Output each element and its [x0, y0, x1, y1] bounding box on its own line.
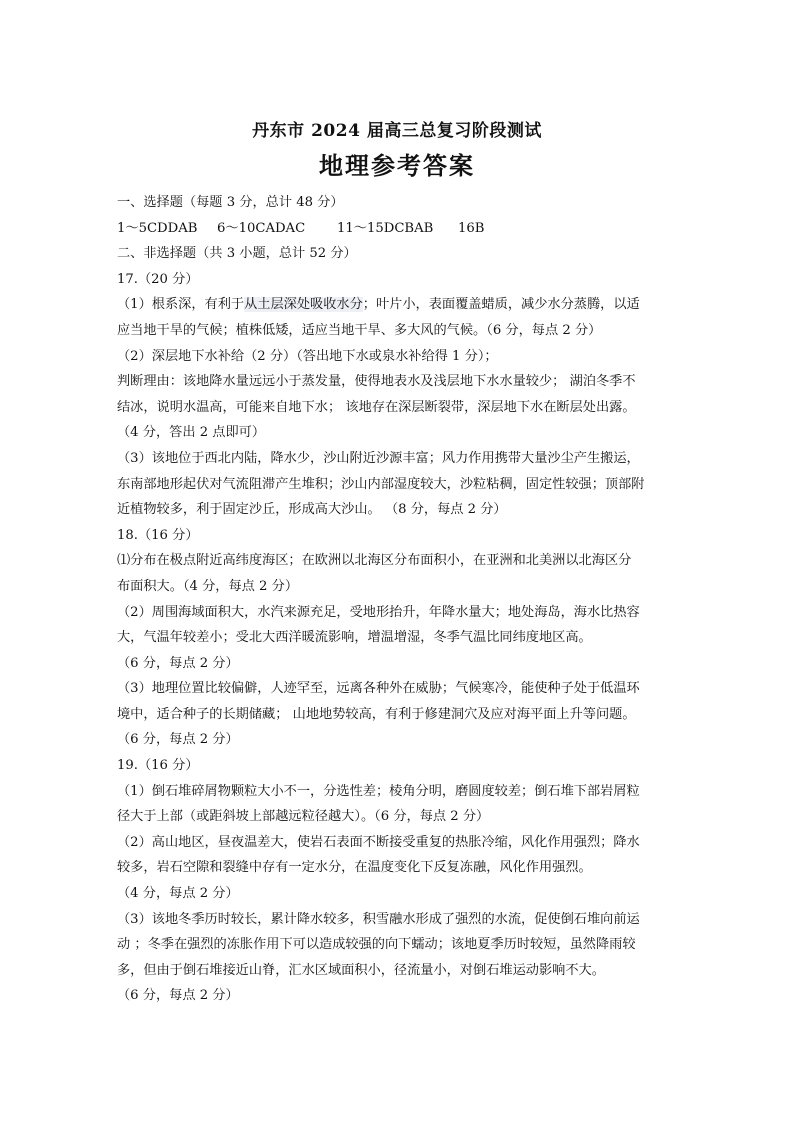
q17-part2-line: 结冰，说明水温高，可能来自地下水； 该地存在深层断裂带，深层地下水在断层处出露。 [117, 399, 636, 415]
multiple-choice-answers [117, 216, 677, 242]
q17-part2-line: 判断理由：该地降水量远远小于蒸发量，使得地表水及浅层地下水水量较少； 湖泊冬季不 [117, 374, 636, 390]
q19-part3-line: 多，但由于倒石堆接近山脊，汇水区域面积小，径流量小，对倒石堆运动影响不大。 [117, 962, 605, 978]
q17-part2-line: （2）深层地下水补给（2 分）（答出地下水或泉水补给得 1 分）； [117, 348, 498, 364]
q19-part2-line: （2）高山地区，昼夜温差大，使岩石表面不断接受重复的热胀冷缩，风化作用强烈；降水 [117, 834, 640, 850]
answer-group-1: 1～5CDDAB [117, 220, 198, 236]
section2-heading: 二、非选择题（共 3 小题，总计 52 分） [117, 246, 357, 262]
answer-group-3: 11～15DCBAB [337, 220, 434, 236]
q19-part3-line: 动 ；冬季在强烈的冻胀作用下可以造成较强的向下蠕动；该地夏季历时较短，虽然降雨较 [117, 937, 636, 953]
exam-title: 丹东市 2024 届高三总复习阶段测试 [252, 121, 542, 141]
q17-part2-line: （4 分，答出 2 点即可） [117, 425, 266, 441]
q19-part2-line: 较多，岩石空隙和裂缝中存有一定水分，在温度变化下反复冻融，风化作用强烈。 [117, 860, 592, 876]
q17-part3-line: 东南部地形起伏对气流阻滞产生堆积；沙山内部湿度较大，沙粒粘稠，固定性较强；顶部附 [117, 476, 645, 492]
q18-part3-line: 境中，适合种子的长期储藏； 山地地势较高，有利于修建洞穴及应对海平面上升等问题。 [117, 706, 636, 722]
q18-part1-line: 布面积大。（4 分，每点 2 分） [117, 578, 299, 594]
q19-part2-line: （4 分，每点 2 分） [117, 886, 239, 902]
q18-part3-line: （6 分，每点 2 分） [117, 732, 239, 748]
q18-part2-line: （2）周围海域面积大，水汽来源充足，受地形抬升，年降水量大；地处海岛，海水比热容 [117, 604, 640, 620]
q17-part1-text-cont: ；叶片小，表面覆盖蜡质，减少水分蒸腾，以适 [362, 297, 640, 313]
q19-part3-line: （3）该地冬季历时较长，累计降水较多，积雪融水形成了强烈的水流，促使倒石堆向前运 [117, 911, 640, 927]
q17-part1-line1 [117, 292, 677, 318]
q17-part3-line: （3）该地位于西北内陆，降水少，沙山附近沙源丰富；风力作用携带大量沙尘产生搬运， [117, 450, 640, 466]
q17-part3-line: 近植物较多，利于固定沙丘，形成高大沙山。 （8 分，每点 2 分） [117, 502, 507, 518]
q18-part2-line: 大，气温年较差小；受北大西洋暖流影响，增温增湿，冬季气温比同纬度地区高。 [117, 630, 592, 646]
q18-part3-line: （3）地理位置比较偏僻，人迹罕至，远离各种外在威胁；气候寒冷，能使种子处于低温环 [117, 681, 640, 697]
q17-part1-text: （1）根系深，有利于 [117, 297, 245, 313]
q19-part3-line: （6 分，每点 2 分） [117, 988, 239, 1004]
answer-group-2: 6～10CADAC [217, 220, 306, 236]
q18-heading: 18.（16 分） [117, 527, 199, 543]
q19-heading: 19.（16 分） [117, 758, 199, 774]
document-subtitle: 地理参考答案 [319, 151, 475, 180]
answer-group-4: 16B [458, 220, 485, 236]
q18-part1-line: ⑴分布在极点附近高纬度海区；在欧洲以北海区分布面积小，在亚洲和北美洲以北海区分 [117, 553, 632, 569]
q19-part1-line: 径大于上部（或距斜坡上部越远粒径越大）。（6 分，每点 2 分） [117, 809, 490, 825]
q19-part1-line: （1）倒石堆碎屑物颗粒大小不一，分选性差；棱角分明，磨圆度较差；倒石堆下部岩屑粒 [117, 783, 640, 799]
q17-part1-line2: 应当地干旱的气候；植株低矮，适应当地干旱、多大风的气候。（6 分，每点 2 分） [117, 322, 602, 338]
q17-heading: 17.（20 分） [117, 271, 199, 287]
section1-heading: 一、选择题（每题 3 分，总计 48 分） [117, 195, 344, 210]
answer-body [117, 190, 677, 1009]
q18-part2-line: （6 分，每点 2 分） [117, 655, 239, 671]
highlighted-text: 从土层深处吸收水分 [244, 297, 363, 313]
